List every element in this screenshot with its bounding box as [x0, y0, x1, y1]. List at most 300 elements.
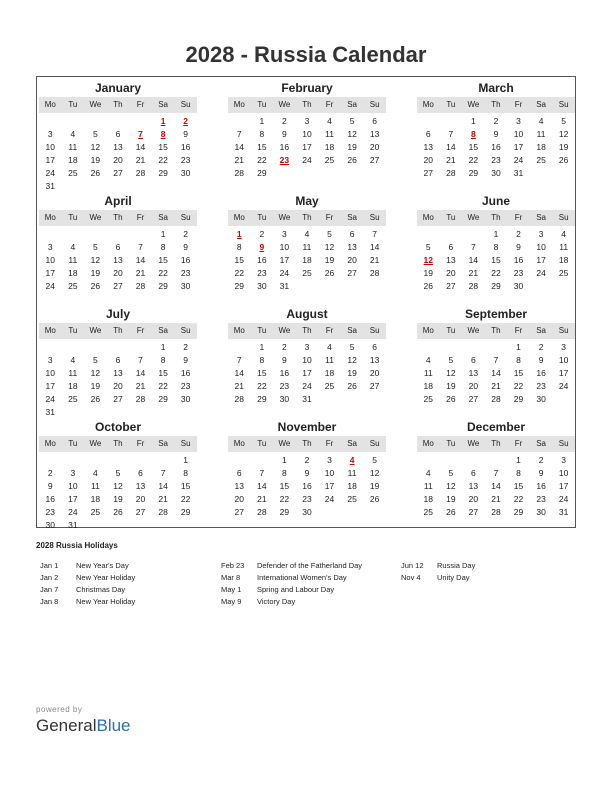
month-april: [39, 193, 197, 293]
day-cell: 18: [68, 268, 78, 278]
day-cell: 5: [425, 242, 431, 252]
day-cell: [107, 115, 130, 128]
week-row: [417, 341, 575, 354]
weekday-label: Su: [369, 439, 380, 448]
weekday-label: Th: [113, 326, 123, 335]
day-cell: 2: [282, 116, 287, 126]
day-cell: 17: [558, 481, 569, 491]
weekday-header: [228, 210, 386, 226]
week-row: [417, 493, 575, 506]
day-cell: [440, 115, 463, 128]
day-cell: [129, 180, 152, 193]
weekday-label: Fr: [136, 326, 145, 335]
week-row: [417, 280, 575, 293]
day-cell: 28: [369, 268, 380, 278]
holiday-date: May 9: [221, 597, 242, 606]
week-row: [39, 519, 197, 532]
weekday-label: Th: [113, 439, 123, 448]
weekday-label: Su: [558, 326, 569, 335]
day-cell: 5: [93, 355, 98, 365]
day-cell: [318, 280, 341, 293]
holiday-date: Jan 2: [40, 573, 59, 582]
day-cell: [318, 506, 341, 519]
day-cell: 16: [491, 142, 501, 152]
day-cell: 30: [180, 281, 191, 291]
weekday-label: Sa: [158, 213, 168, 222]
day-cell: 11: [68, 368, 78, 378]
weekday-label: Mo: [44, 100, 56, 109]
holiday-date: Jan 1: [40, 561, 59, 570]
weekday-label: Th: [302, 326, 312, 335]
day-cell: 20: [468, 494, 479, 504]
weekday-label: Tu: [446, 326, 456, 335]
day-cell: [440, 341, 463, 354]
week-row: [228, 393, 386, 406]
day-cell: 8: [516, 468, 521, 478]
day-cell: 31: [279, 281, 290, 291]
day-cell: 12: [369, 468, 380, 478]
month-september: [417, 306, 575, 406]
day-cell: 17: [558, 368, 569, 378]
month-march: [417, 80, 575, 180]
day-cell: 31: [513, 168, 524, 178]
day-cell: 10: [45, 368, 56, 378]
day-cell: 29: [257, 168, 267, 178]
day-cell: 19: [90, 155, 101, 165]
week-row: [417, 254, 575, 267]
day-cell: [84, 519, 107, 532]
week-row: [417, 393, 575, 406]
weekday-label: Sa: [158, 326, 168, 335]
day-cell: 3: [47, 242, 53, 252]
holiday-day: 1: [236, 229, 242, 239]
day-cell: [129, 341, 152, 354]
weekday-label: Sa: [347, 439, 357, 448]
day-cell: 2: [183, 229, 189, 239]
weekday-label: Th: [491, 100, 501, 109]
day-cell: 19: [423, 268, 434, 278]
day-cell: 16: [513, 255, 524, 265]
weekday-header: [228, 323, 386, 339]
month-june: [417, 193, 575, 293]
weekday-label: Mo: [233, 439, 245, 448]
day-cell: 5: [349, 342, 355, 352]
day-cell: 29: [180, 507, 191, 517]
day-cell: 13: [423, 142, 434, 152]
day-cell: 14: [491, 481, 501, 491]
week-row: [39, 406, 197, 419]
day-cell: 17: [45, 155, 56, 165]
day-cell: 18: [536, 142, 546, 152]
day-cell: 11: [423, 368, 433, 378]
week-row: [417, 480, 575, 493]
day-cell: 22: [513, 381, 524, 391]
weekday-label: Sa: [347, 213, 357, 222]
day-cell: 7: [471, 242, 476, 252]
day-cell: [152, 454, 175, 467]
day-cell: 12: [558, 129, 569, 139]
week-row: [417, 367, 575, 380]
day-cell: 13: [446, 255, 456, 265]
day-cell: 19: [558, 142, 569, 152]
week-row: [39, 241, 197, 254]
day-cell: 2: [47, 468, 53, 478]
day-cell: 7: [372, 229, 378, 239]
week-row: [228, 454, 386, 467]
day-cell: 2: [259, 229, 265, 239]
weekday-header: [39, 436, 197, 452]
day-cell: 18: [347, 481, 357, 491]
day-cell: 10: [513, 129, 524, 139]
day-cell: 18: [324, 368, 335, 378]
holiday-item: [40, 560, 135, 572]
weekday-label: We: [467, 100, 480, 109]
day-cell: [341, 167, 364, 180]
day-cell: 24: [68, 507, 78, 517]
day-cell: 22: [257, 155, 267, 165]
day-cell: 25: [423, 507, 434, 517]
holiday-column: [40, 560, 135, 608]
weekday-header: [228, 97, 386, 113]
week-row: [39, 141, 197, 154]
holiday-item: [221, 572, 362, 584]
day-cell: 14: [158, 481, 168, 491]
weekday-label: Fr: [325, 326, 334, 335]
day-cell: 1: [160, 229, 166, 239]
day-cell: 7: [160, 468, 166, 478]
day-cell: 3: [47, 355, 53, 365]
weekday-label: Sa: [536, 439, 546, 448]
day-cell: 28: [234, 168, 245, 178]
day-cell: 12: [324, 242, 335, 252]
month-name: June: [481, 194, 510, 208]
holiday-date: Jun 12: [401, 561, 424, 570]
day-cell: 25: [68, 168, 78, 178]
day-cell: 16: [279, 368, 290, 378]
day-cell: 6: [471, 355, 476, 365]
day-cell: 10: [324, 468, 335, 478]
day-cell: 18: [423, 381, 434, 391]
weekday-header: [417, 210, 575, 226]
day-cell: 18: [423, 494, 434, 504]
day-cell: 4: [327, 342, 332, 352]
day-cell: 29: [158, 168, 168, 178]
day-cell: 27: [135, 507, 146, 517]
holiday-day: 2: [183, 116, 189, 126]
day-cell: 23: [257, 268, 267, 278]
day-cell: 27: [446, 281, 456, 291]
day-cell: 26: [324, 268, 335, 278]
day-cell: 21: [369, 255, 380, 265]
weekday-header: [417, 323, 575, 339]
day-cell: 28: [491, 394, 501, 404]
day-cell: [129, 519, 152, 532]
day-cell: 30: [536, 394, 546, 404]
week-row: [417, 154, 575, 167]
day-cell: [363, 167, 386, 180]
day-cell: 10: [302, 355, 312, 365]
day-cell: [440, 454, 463, 467]
day-cell: 23: [513, 268, 524, 278]
day-cell: 9: [538, 355, 544, 365]
day-cell: 19: [90, 268, 101, 278]
day-cell: 15: [234, 255, 245, 265]
weekday-label: Fr: [136, 439, 145, 448]
day-cell: 12: [347, 355, 357, 365]
day-cell: 25: [423, 394, 434, 404]
weekday-label: Tu: [446, 439, 456, 448]
day-cell: 27: [113, 281, 123, 291]
weekday-label: Su: [180, 100, 191, 109]
week-row: [228, 341, 386, 354]
day-cell: 15: [257, 368, 267, 378]
day-cell: 25: [324, 381, 335, 391]
day-cell: 3: [282, 229, 287, 239]
day-cell: [251, 454, 274, 467]
week-row: [228, 141, 386, 154]
holiday-day: 23: [279, 155, 290, 165]
day-cell: 30: [279, 394, 290, 404]
holiday-item: [221, 560, 362, 572]
day-cell: 7: [236, 355, 242, 365]
day-cell: [341, 506, 364, 519]
calendar-grid: [36, 76, 576, 528]
week-row: [39, 354, 197, 367]
day-cell: 2: [282, 342, 287, 352]
holiday-date: Mar 8: [221, 573, 241, 582]
week-row: [228, 506, 386, 519]
month-august: [228, 306, 386, 406]
day-cell: 10: [45, 255, 56, 265]
day-cell: 26: [423, 281, 434, 291]
day-cell: 30: [180, 168, 191, 178]
day-cell: 31: [302, 394, 312, 404]
week-row: [417, 228, 575, 241]
day-cell: 17: [45, 381, 56, 391]
day-cell: 26: [347, 381, 357, 391]
holiday-date: Nov 4: [401, 573, 421, 582]
month-name: July: [105, 307, 130, 321]
day-cell: [84, 341, 107, 354]
day-cell: 17: [324, 481, 335, 491]
day-cell: 13: [347, 242, 357, 252]
day-cell: 9: [493, 129, 499, 139]
day-cell: 8: [259, 355, 265, 365]
day-cell: [84, 180, 107, 193]
holiday-item: [401, 560, 475, 572]
weekday-label: Fr: [514, 326, 523, 335]
day-cell: 4: [304, 229, 310, 239]
day-cell: 14: [446, 142, 456, 152]
day-cell: 25: [324, 155, 335, 165]
day-cell: 15: [279, 481, 290, 491]
day-cell: 25: [558, 268, 569, 278]
weekday-label: We: [89, 326, 102, 335]
weekday-label: Tu: [68, 100, 78, 109]
day-cell: 15: [158, 368, 168, 378]
holiday-item: [221, 584, 362, 596]
day-cell: 17: [279, 255, 290, 265]
day-cell: 15: [257, 142, 267, 152]
day-cell: 24: [513, 155, 524, 165]
day-cell: 30: [45, 520, 56, 530]
week-row: [39, 154, 197, 167]
day-cell: 1: [282, 455, 287, 465]
day-cell: 3: [47, 129, 53, 139]
day-cell: 26: [446, 394, 456, 404]
weekday-label: Fr: [136, 213, 145, 222]
weekday-label: Tu: [446, 213, 456, 222]
day-cell: [462, 228, 485, 241]
day-cell: [84, 228, 107, 241]
day-cell: 9: [304, 468, 310, 478]
day-cell: 26: [558, 155, 569, 165]
day-cell: 18: [90, 494, 101, 504]
day-cell: 22: [158, 268, 168, 278]
weekday-label: Mo: [422, 100, 434, 109]
weekday-label: Mo: [44, 326, 56, 335]
day-cell: 5: [115, 468, 121, 478]
day-cell: 3: [70, 468, 76, 478]
weekday-label: Sa: [536, 100, 546, 109]
weekday-label: Th: [113, 213, 123, 222]
day-cell: 16: [302, 481, 312, 491]
week-row: [39, 393, 197, 406]
week-row: [228, 228, 386, 241]
weekday-header: [39, 210, 197, 226]
weekday-label: We: [278, 439, 291, 448]
day-cell: 11: [68, 255, 78, 265]
day-cell: 1: [259, 116, 265, 126]
weekday-label: Mo: [422, 439, 434, 448]
day-cell: 6: [448, 242, 454, 252]
week-row: [417, 454, 575, 467]
day-cell: 23: [180, 381, 191, 391]
day-cell: 28: [135, 394, 146, 404]
day-cell: 28: [158, 507, 168, 517]
day-cell: 26: [90, 168, 101, 178]
day-cell: 27: [468, 507, 479, 517]
day-cell: [84, 115, 107, 128]
day-cell: [530, 167, 553, 180]
day-cell: 31: [45, 181, 56, 191]
day-cell: 21: [135, 381, 146, 391]
day-cell: 11: [536, 129, 546, 139]
weekday-label: Fr: [514, 213, 523, 222]
day-cell: 19: [347, 368, 357, 378]
day-cell: 1: [259, 342, 265, 352]
week-row: [417, 467, 575, 480]
weekday-label: Tu: [257, 213, 267, 222]
weekday-label: Sa: [158, 439, 168, 448]
day-cell: 29: [158, 281, 168, 291]
day-cell: 6: [138, 468, 143, 478]
weekday-header: [39, 97, 197, 113]
day-cell: 11: [90, 481, 100, 491]
day-cell: [552, 280, 575, 293]
day-cell: 22: [468, 155, 479, 165]
weekday-label: Su: [558, 213, 569, 222]
day-cell: 9: [516, 242, 521, 252]
holiday-date: Jan 8: [40, 597, 59, 606]
day-cell: [363, 506, 386, 519]
day-cell: 31: [68, 520, 78, 530]
day-cell: 23: [491, 155, 501, 165]
day-cell: 14: [234, 368, 245, 378]
holiday-date: Jan 7: [40, 585, 59, 594]
holiday-item: [401, 572, 475, 584]
day-cell: 27: [423, 168, 434, 178]
week-row: [417, 128, 575, 141]
day-cell: 18: [68, 381, 78, 391]
week-row: [228, 493, 386, 506]
day-cell: 27: [113, 168, 123, 178]
weekday-label: Fr: [514, 439, 523, 448]
week-row: [39, 480, 197, 493]
day-cell: [39, 454, 62, 467]
weekday-label: Th: [302, 100, 312, 109]
day-cell: 12: [446, 368, 456, 378]
day-cell: 9: [282, 355, 287, 365]
weekday-label: Sa: [347, 326, 357, 335]
day-cell: 2: [538, 455, 544, 465]
day-cell: 16: [180, 255, 191, 265]
day-cell: 2: [183, 342, 189, 352]
weekday-header: [228, 436, 386, 452]
day-cell: 24: [45, 168, 56, 178]
day-cell: 20: [113, 268, 123, 278]
day-cell: 16: [257, 255, 267, 265]
day-cell: 25: [68, 394, 78, 404]
day-cell: 29: [513, 507, 524, 517]
week-row: [228, 241, 386, 254]
day-cell: [39, 228, 62, 241]
day-cell: 6: [471, 468, 476, 478]
day-cell: [363, 393, 386, 406]
week-row: [39, 341, 197, 354]
day-cell: 24: [45, 394, 56, 404]
day-cell: 30: [302, 507, 312, 517]
day-cell: 18: [302, 255, 312, 265]
day-cell: 4: [425, 355, 431, 365]
day-cell: 27: [347, 268, 357, 278]
holidays-title: 2028 Russia Holidays: [36, 541, 118, 550]
day-cell: 11: [347, 468, 357, 478]
day-cell: 20: [369, 368, 380, 378]
day-cell: 28: [257, 507, 267, 517]
weekday-label: Th: [302, 439, 312, 448]
month-february: [228, 80, 386, 180]
day-cell: [341, 393, 364, 406]
day-cell: 5: [327, 229, 332, 239]
holiday-day: 7: [138, 129, 143, 139]
holiday-item: [40, 596, 135, 608]
day-cell: 15: [180, 481, 191, 491]
day-cell: [228, 115, 251, 128]
weekday-label: We: [89, 439, 102, 448]
generalblue-logo[interactable]: [36, 716, 131, 736]
day-cell: 9: [282, 129, 287, 139]
weekday-label: Su: [558, 439, 569, 448]
week-row: [417, 506, 575, 519]
day-cell: 16: [180, 368, 191, 378]
holiday-column: [221, 560, 362, 608]
weekday-label: Su: [369, 326, 380, 335]
day-cell: 16: [45, 494, 56, 504]
week-row: [39, 467, 197, 480]
day-cell: 22: [257, 381, 267, 391]
day-cell: 13: [113, 142, 123, 152]
